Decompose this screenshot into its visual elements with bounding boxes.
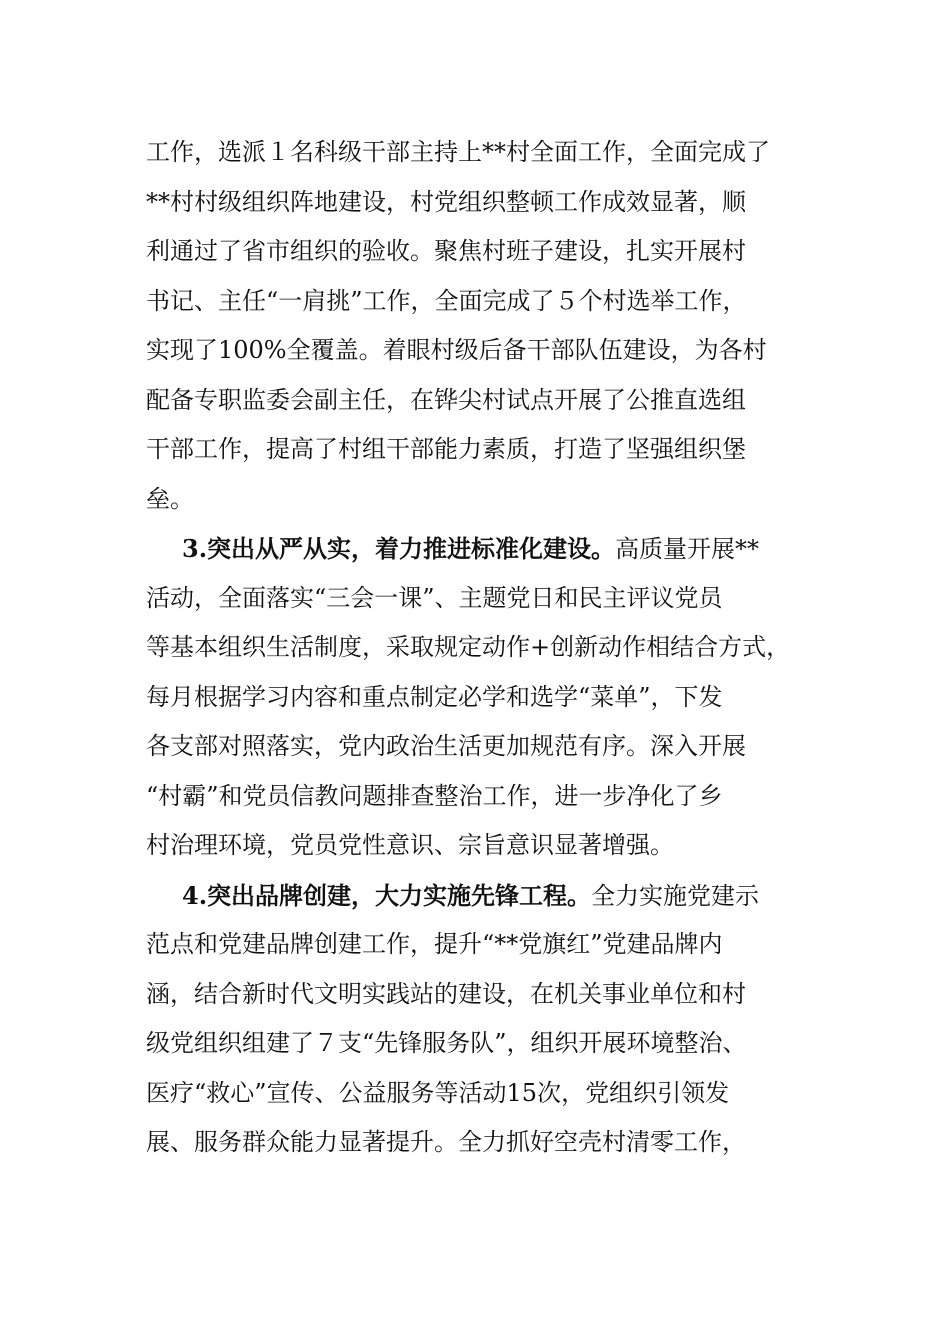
text-line: 工作，选派１名科级干部主持上**村全面工作，全面完成了 <box>146 138 770 166</box>
text-line: 实现了100%全覆盖。着眼村级后备干部队伍建设，为各村 <box>146 336 767 364</box>
body-text <box>146 128 826 1168</box>
section-3-heading: 3.突出从严从实，着力推进标准化建设。 <box>182 534 616 563</box>
text-line: 配备专职监委会副主任，在铧尖村试点开展了公推直选组 <box>146 385 746 414</box>
text-line: 等基本组织生活制度，采取规定动作+创新动作相结合方式， <box>146 633 791 661</box>
section-3-text: 高质量开展** <box>615 535 760 563</box>
section-4-heading: 4.突出品牌创建，大力实施先锋工程。 <box>182 880 592 910</box>
section-3-first-line <box>146 524 826 574</box>
text-line: 范点和党建品牌创建工作，提升“**党旗红”党建品牌内 <box>146 930 723 958</box>
text-line: **村村级组织阵地建设，村党组织整顿工作成效显著，顺 <box>146 187 746 216</box>
text-line: 利通过了省市组织的验收。聚焦村班子建设，扎实开展村 <box>146 237 746 265</box>
text-line: 级党组织组建了７支“先锋服务队”，组织开展环境整治、 <box>146 1029 747 1057</box>
text-line: 各支部对照落实，党内政治生活更加规范有序。深入开展 <box>146 732 746 760</box>
text-line: 医疗“救心”宣传、公益服务等活动15次，党组织引领发 <box>146 1078 730 1107</box>
text-line: 每月根据学习内容和重点制定必学和选学“菜单”，下发 <box>146 682 723 711</box>
text-line: 展、服务群众能力显著提升。全力抓好空壳村清零工作， <box>146 1128 746 1156</box>
text-line: 活动，全面落实“三会一课”、主题党日和民主评议党员 <box>146 583 723 612</box>
text-line: 村治理环境，党员党性意识、宗旨意识显著增强。 <box>146 831 674 859</box>
text-line: 书记、主任“一肩挑”工作，全面完成了５个村选举工作， <box>146 286 747 315</box>
text-line: 干部工作，提高了村组干部能力素质，打造了坚强组织堡 <box>146 435 746 463</box>
text-line: 垒。 <box>146 484 194 513</box>
text-line: “村霸”和党员信教问题排查整治工作，进一步净化了乡 <box>146 781 723 810</box>
section-4-text: 全力实施党建示 <box>591 881 760 910</box>
section-4-first-line <box>146 871 826 921</box>
text-line: 涵，结合新时代文明实践站的建设，在机关事业单位和村 <box>146 979 746 1008</box>
